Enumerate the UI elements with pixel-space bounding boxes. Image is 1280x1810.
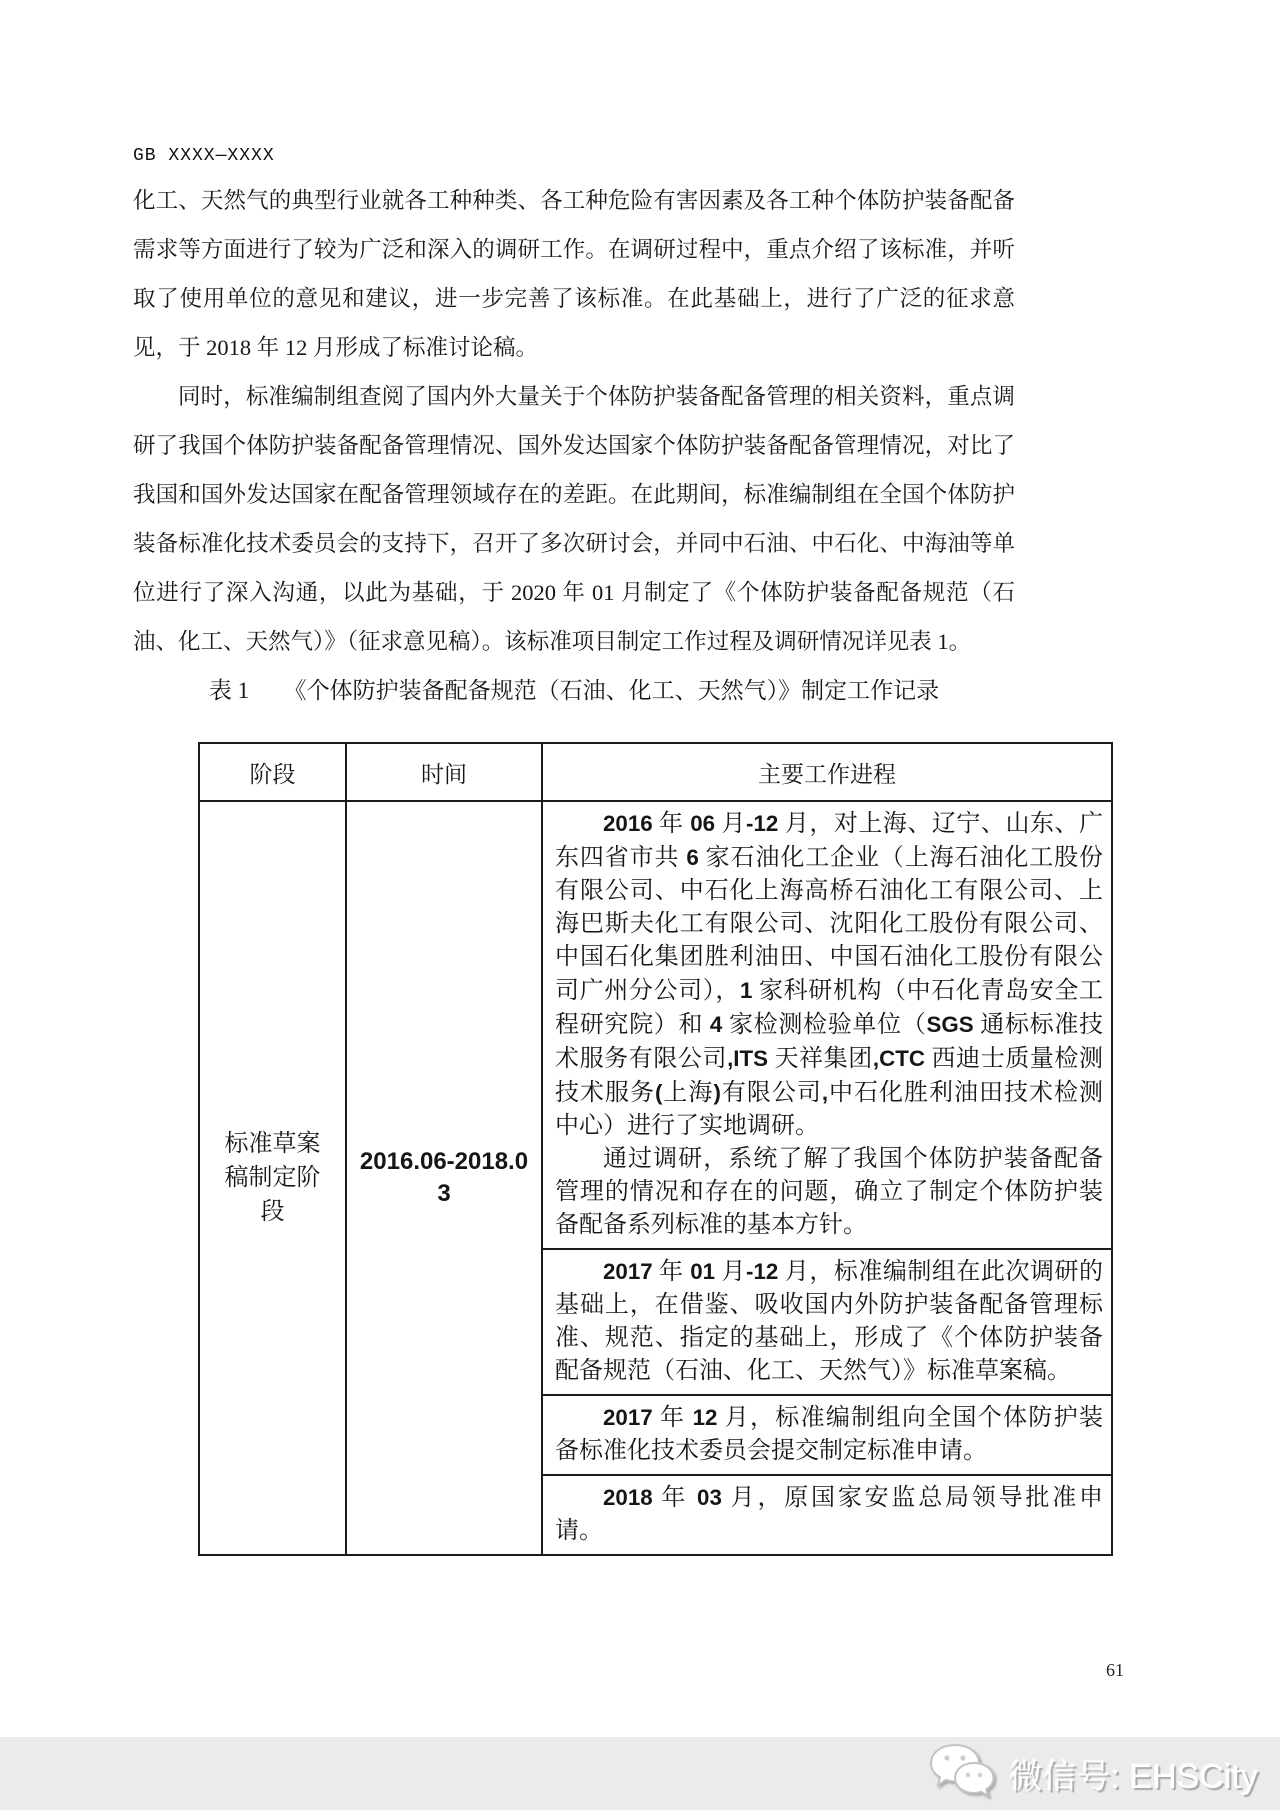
table-cell-stage: 标准草案稿制定阶段 <box>200 802 347 1554</box>
wechat-watermark <box>925 1741 1258 1805</box>
body-text-block <box>133 176 1015 666</box>
paragraph-1: 化工、天然气的典型行业就各工种种类、各工种危险有害因素及各工种个体防护装备配备需求等方面进行了较为广泛和深入的调研工作。在调研过程中，重点介绍了该标准，并听取了使用单位的意见和建议，进一步完善了该标准。在此基础上，进行了广泛的征求意见，于 2018 年 12 月形成了标准讨论稿。 <box>133 188 1015 360</box>
table-header-progress: 主要工作进程 <box>543 744 1111 802</box>
progress-2-paragraph: 2017 年 01 月-12 月，标准编制组在此次调研的基础上，在借鉴、吸收国内外防护装备配备管理标准、规范、指定的基础上，形成了《个体防护装备配备规范（石油、化工、天然气）》标准草案稿。 <box>555 1259 1103 1384</box>
progress-1-paragraph-1: 2016 年 06 月-12 月，对上海、辽宁、山东、广东四省市共 6 家石油化工企业（上海石油化工股份有限公司、中石化上海高桥石油化工有限公司、上海巴斯夫化工有限公司、沈阳化工股份有限公司、中国石化集团胜利油田、中国石油化工股份有限公司广州分公司），1 家科研机构（中石化青岛安全工程研究院）和 4 家检测检验单位（SGS 通标标准技术服务有限公司,ITS 天祥集团,CTC 西迪士质量检测技术服务(上海)有限公司,中石化胜利油田技术检测中心）进行了实地调研。 <box>555 811 1104 1139</box>
table-cell-progress-3 <box>543 1396 1111 1476</box>
footer-band <box>0 1737 1280 1810</box>
progress-4-paragraph: 2018 年 03 月，原国家安监总局领导批准申请。 <box>555 1485 1104 1544</box>
table-cell-progress-2 <box>543 1250 1111 1396</box>
table-header-time: 时间 <box>347 744 543 802</box>
paragraph-2: 同时，标准编制组查阅了国内外大量关于个体防护装备配备管理的相关资料，重点调研了我国个体防护装备配备管理情况、国外发达国家个体防护装备配备管理情况，对比了我国和国外发达国家在配备管理领域存在的差距。在此期间，标准编制组在全国个体防护装备标准化技术委员会的支持下，召开了多次研讨会，并同中石油、中石化、中海油等单位进行了深入沟通，以此为基础，于 2020 年 01 月制定了《个体防护装备配备规范（石油、化工、天然气）》（征求意见稿）。该标准项目制定工作过程及调研情况详见表 1。 <box>133 384 1015 654</box>
table-caption: 表 1 《个体防护装备配备规范（石油、化工、天然气）》制定工作记录 <box>208 678 940 703</box>
progress-1-paragraph-2: 通过调研，系统了解了我国个体防护装备配备管理的情况和存在的问题，确立了制定个体防护装备配备系列标准的基本方针。 <box>555 1146 1103 1238</box>
table-cell-time: 2016.06-2018.03 <box>347 802 543 1554</box>
doc-code: GB XXXX—XXXX <box>133 146 275 166</box>
work-record-table <box>198 742 1113 1556</box>
progress-3-paragraph: 2017 年 12 月，标准编制组向全国个体防护装备标准化技术委员会提交制定标准申请。 <box>555 1405 1103 1464</box>
wechat-icon <box>925 1741 999 1805</box>
table-cell-progress-1 <box>543 802 1111 1250</box>
page-number: 61 <box>1106 1660 1124 1680</box>
watermark-text: 微信号: EHSCity <box>1008 1757 1258 1796</box>
table-header-stage: 阶段 <box>200 744 347 802</box>
table-cell-progress-4 <box>543 1476 1111 1554</box>
